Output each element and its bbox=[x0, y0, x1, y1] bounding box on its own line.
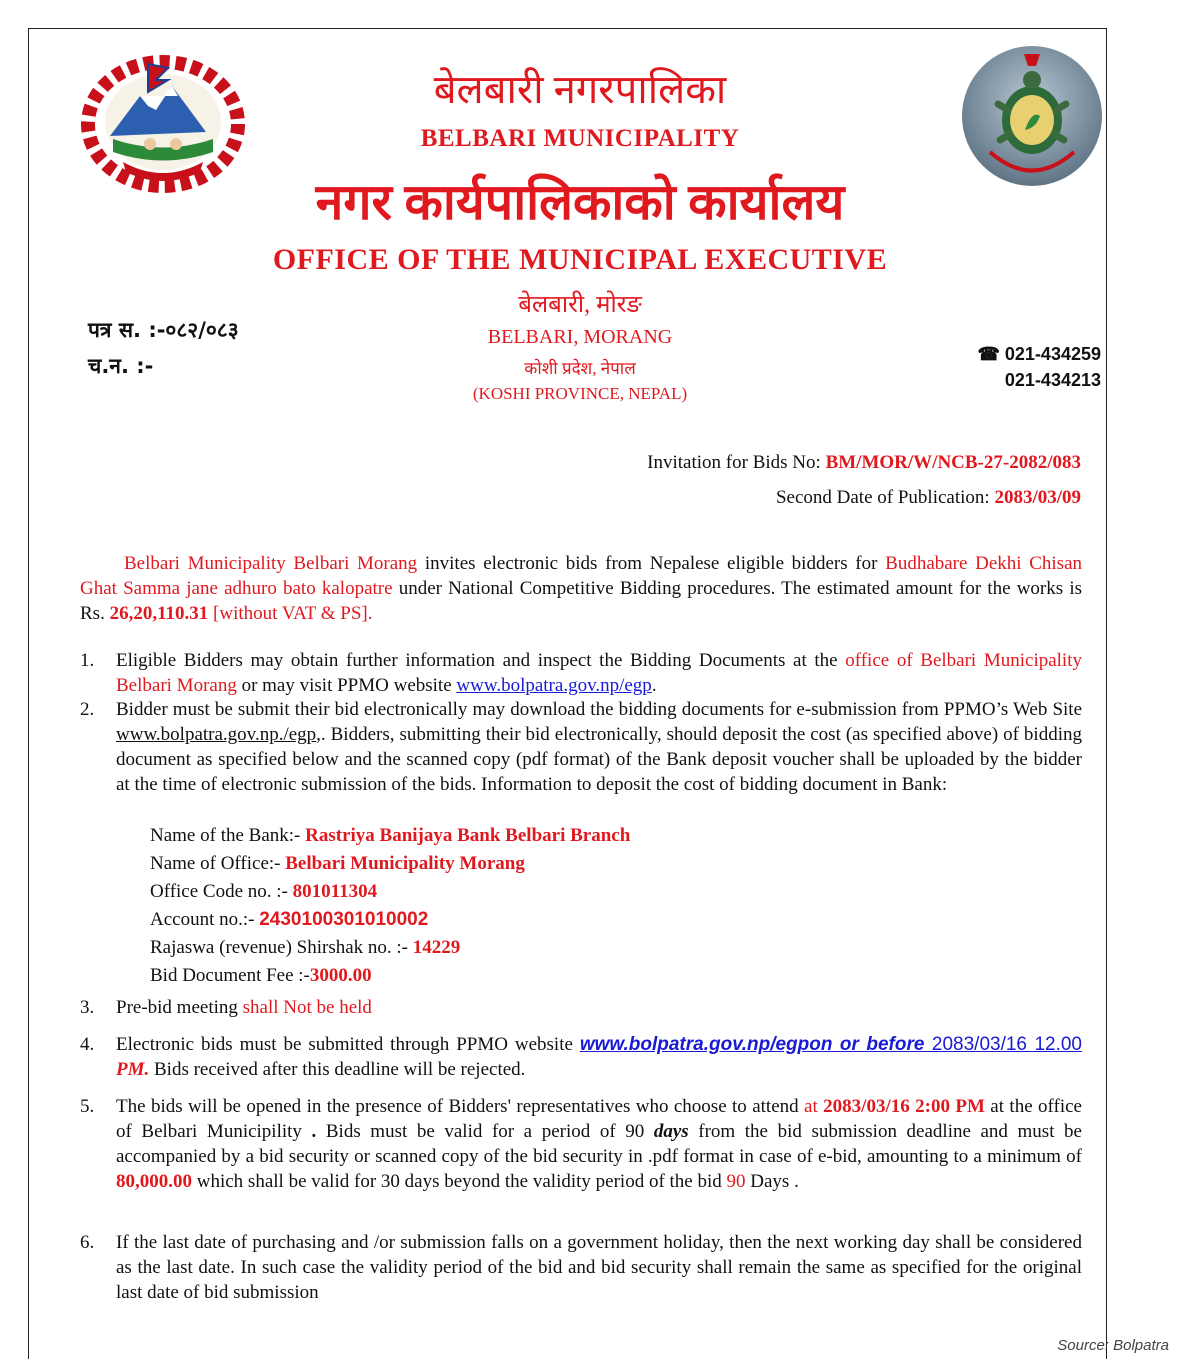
phone-line-1 bbox=[977, 344, 1101, 365]
ifb-number-line bbox=[647, 452, 1081, 474]
prebid-status: shall Not be held bbox=[242, 997, 372, 1018]
belbari-municipality-logo bbox=[960, 44, 1105, 189]
item-text: or may visit PPMO website bbox=[236, 675, 457, 696]
item1-office: office of Belbari Municipality Belbari Morang bbox=[116, 650, 1082, 696]
location-nepali: बेलबारी, मोरङ bbox=[518, 292, 642, 318]
account-line bbox=[150, 906, 428, 934]
office-code-line bbox=[150, 878, 377, 906]
item-text: The bids will be opened in the presence of Bidders' representatives who choose to attend bbox=[116, 1096, 805, 1117]
intro-text-2: under National Competitive Bidding procedures. The estimated amount for the works is Rs. bbox=[80, 578, 1082, 624]
list-item-3 bbox=[80, 995, 1082, 1020]
office-code: 801011304 bbox=[292, 881, 378, 902]
amount-note: [without VAT & PS]. bbox=[208, 603, 373, 624]
submission-deadline: 2083/03/16 12.00 bbox=[924, 1034, 1082, 1055]
municipality-name-nepali: बेलबारी नगरपालिका bbox=[433, 67, 727, 112]
item-number: 4. bbox=[80, 1034, 95, 1055]
intro-employer: Belbari Municipality Belbari Morang bbox=[124, 553, 418, 574]
dispatch-number: च.न. :- bbox=[88, 354, 154, 378]
deadline-pm: PM. bbox=[116, 1059, 150, 1080]
bank-name: Rastriya Banijaya Bank Belbari Branch bbox=[305, 825, 631, 846]
revenue-number: 14229 bbox=[412, 937, 461, 958]
item-text: . bbox=[651, 675, 657, 696]
source-credit: Source: Bolpatra bbox=[1057, 1337, 1169, 1354]
intro-text-1: invites electronic bids from Nepalese eligible bidders for bbox=[417, 553, 886, 574]
bid-document-fee: 3000.00 bbox=[309, 965, 372, 986]
province-nepali: कोशी प्रदेश, नेपाल bbox=[524, 359, 636, 378]
fee-line bbox=[150, 962, 372, 990]
item-text: If the last date of purchasing and /or submission falls on a government holiday, then the next working day shall be considered as the last date. In such case the validity period of the bid and bid security shall remain the same as specified for the original last date of bid submission bbox=[116, 1232, 1082, 1303]
list-item-4 bbox=[80, 1032, 1082, 1082]
ppmo-egp-link[interactable]: www.bolpatra.gov.np/egp bbox=[456, 675, 652, 696]
item-text: at the office of Belbari Municipility bbox=[116, 1096, 1082, 1142]
item-text: Pre-bid meeting bbox=[116, 997, 243, 1018]
item-number: 5. bbox=[80, 1096, 95, 1117]
office-name-english: OFFICE OF THE MUNICIPAL EXECUTIVE bbox=[272, 243, 888, 276]
item-text: ,. Bidders, submitting their bid electronically, should deposit the cost (as specified above) of bidding document as specified below and the scanned copy (pdf format) of the Bank deposit voucher shall be uploaded by the bidder at the time of electronic submission of the bids. Information to deposit the cost of bidding document in Bank: bbox=[116, 724, 1082, 795]
ppmo-egpon-link[interactable]: www.bolpatra.gov.np/egpon or before bbox=[579, 1034, 925, 1055]
location-english: BELBARI, MORANG bbox=[487, 326, 673, 348]
account-number: 2430100301010002 bbox=[259, 909, 429, 930]
fee-label: Bid Document Fee :- bbox=[150, 965, 310, 986]
item-text: Electronic bids must be submitted through PPMO website bbox=[116, 1034, 580, 1055]
telephone-icon: ☎ bbox=[977, 344, 1000, 364]
item-text: from the bid submission deadline and must be accompanied by a bid security or scanned copy of the bid security in .pdf format in case of e-bid, amounting to a minimum of bbox=[116, 1121, 1082, 1167]
revenue-label: Rajaswa (revenue) Shirshak no. :- bbox=[150, 937, 413, 958]
intro-project-name: Budhabare Dekhi Chisan Ghat Samma jane adhuro bato kalopatre bbox=[80, 553, 1083, 599]
municipality-name-english: BELBARI MUNICIPALITY bbox=[420, 125, 740, 152]
office-name-line bbox=[150, 850, 525, 878]
phone-number-1: 021-434259 bbox=[1004, 344, 1101, 364]
account-label: Account no.:- bbox=[150, 909, 260, 930]
estimated-amount: 26,20,110.31 bbox=[109, 603, 209, 624]
nepal-emblem-logo bbox=[78, 44, 248, 194]
item-text: Bids received after this deadline will be rejected. bbox=[149, 1059, 526, 1080]
item-text: which shall be valid for 30 days beyond the validity period of the bid bbox=[192, 1171, 727, 1192]
validity-90: 90 bbox=[726, 1171, 746, 1192]
item-text: Eligible Bidders may obtain further information and inspect the Bidding Documents at the bbox=[116, 650, 846, 671]
item-number: 2. bbox=[80, 699, 95, 720]
list-item-1 bbox=[80, 648, 1082, 698]
item-text: . bbox=[301, 1121, 317, 1142]
item-number: 1. bbox=[80, 650, 95, 671]
ifb-number: BM/MOR/W/NCB-27-2082/083 bbox=[825, 452, 1081, 473]
list-item-5 bbox=[80, 1094, 1082, 1194]
office-name: Belbari Municipality Morang bbox=[285, 853, 525, 874]
province-english: (KOSHI PROVINCE, NEPAL) bbox=[472, 384, 688, 403]
publication-label: Second Date of Publication: bbox=[775, 487, 990, 508]
opening-datetime: 2083/03/16 2:00 PM bbox=[823, 1096, 985, 1117]
item-number: 6. bbox=[80, 1232, 95, 1253]
item-text: Bidder must be submit their bid electronically may download the bidding documents for e-submission from PPMO’s Web Site bbox=[116, 699, 1082, 720]
item-number: 3. bbox=[80, 997, 95, 1018]
office-code-label: Office Code no. :- bbox=[150, 881, 293, 902]
ifb-label: Invitation for Bids No: bbox=[647, 452, 821, 473]
bank-name-label: Name of the Bank:- bbox=[150, 825, 306, 846]
revenue-line bbox=[150, 934, 460, 962]
publication-date: 2083/03/09 bbox=[994, 487, 1081, 508]
item-text: Bids must be valid for a period of 90 bbox=[316, 1121, 654, 1142]
validity-days-word: days bbox=[653, 1121, 689, 1142]
item-text: Days . bbox=[745, 1171, 799, 1192]
phone-number-2: 021-434213 bbox=[1004, 370, 1101, 390]
opening-at: at bbox=[804, 1096, 824, 1117]
office-name-nepali: नगर कार्यपालिकाको कार्यालय bbox=[315, 174, 845, 230]
letter-reference-number: पत्र स. :-०८२/०८३ bbox=[88, 318, 239, 342]
list-item-6 bbox=[80, 1230, 1082, 1305]
publication-date-line bbox=[776, 487, 1081, 509]
intro-paragraph bbox=[80, 551, 1082, 626]
list-item-2 bbox=[80, 697, 1082, 797]
office-name-label: Name of Office:- bbox=[150, 853, 286, 874]
ppmo-website-link[interactable]: www.bolpatra.gov.np./egp bbox=[116, 724, 317, 745]
bank-name-line bbox=[150, 822, 630, 850]
bid-security-amount: 80,000.00 bbox=[116, 1171, 192, 1192]
